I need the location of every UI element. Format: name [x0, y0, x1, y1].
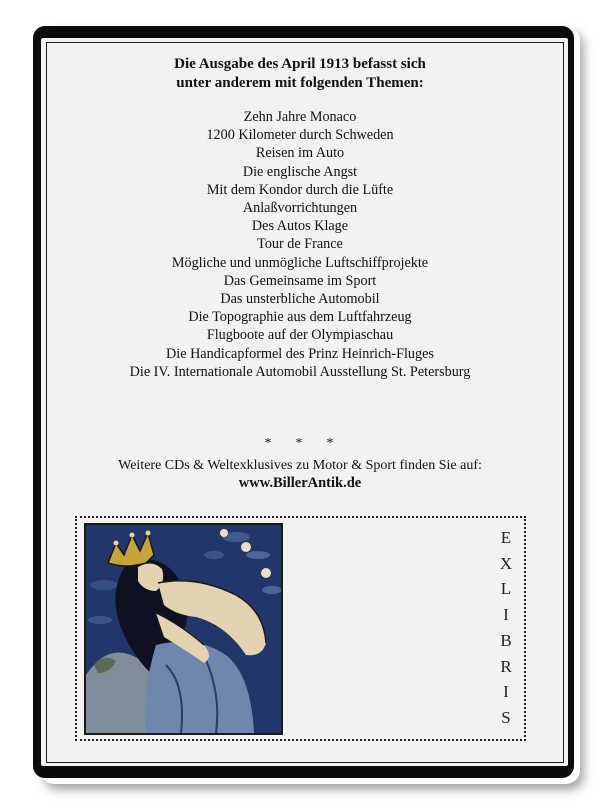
topic-item: Die IV. Internationale Automobil Ausstellung St. Petersburg: [129, 363, 471, 380]
topic-item: Reisen im Auto: [255, 145, 345, 162]
exlibris-letter: I: [503, 605, 509, 625]
topic-item: Die englische Angst: [242, 163, 358, 180]
topic-item: Die Topographie aus dem Luftfahrzeug: [188, 309, 412, 326]
topic-item: Tour de France: [257, 236, 343, 253]
topic-item: Das Gemeinsame im Sport: [223, 272, 377, 289]
exlibris-letter: L: [500, 579, 512, 599]
heading: [60, 55, 540, 93]
exlibris-vertical-text: [494, 528, 518, 728]
exlibris-letter: S: [501, 707, 511, 727]
topic-item: Mit dem Kondor durch die Lüfte: [206, 181, 394, 198]
more-info-text: Weitere CDs & Weltexklusives zu Motor & Sport finden Sie auf:: [118, 458, 482, 473]
topic-item: Das unsterbliche Automobil: [220, 291, 380, 308]
exlibris-letter: X: [499, 553, 513, 573]
topic-item: Mögliche und unmögliche Luftschiffprojekte: [171, 254, 429, 271]
topic-item: Des Autos Klage: [251, 218, 349, 235]
exlibris-letter: E: [500, 528, 512, 547]
website-url: www.BillerAntik.de: [238, 475, 362, 491]
heading-line-2: unter anderem mit folgenden Themen:: [176, 75, 424, 91]
topic-item: Flugboote auf der Olympiaschau: [206, 327, 394, 344]
exlibris-letter: R: [500, 656, 512, 676]
topic-item: Anlaßvorrichtungen: [242, 200, 358, 217]
separator-stars: * * *: [264, 436, 336, 451]
topic-list: [60, 108, 540, 381]
exlibris-letter: I: [503, 682, 509, 702]
topic-item: Die Handicapformel des Prinz Heinrich-Fluges: [166, 345, 434, 362]
topic-item: Zehn Jahre Monaco: [243, 109, 357, 125]
heading-line-1: Die Ausgabe des April 1913 befasst sich: [174, 56, 426, 72]
topic-item: 1200 Kilometer durch Schweden: [206, 127, 394, 144]
exlibris-illustration: [84, 523, 283, 735]
exlibris-letter: B: [500, 630, 512, 650]
